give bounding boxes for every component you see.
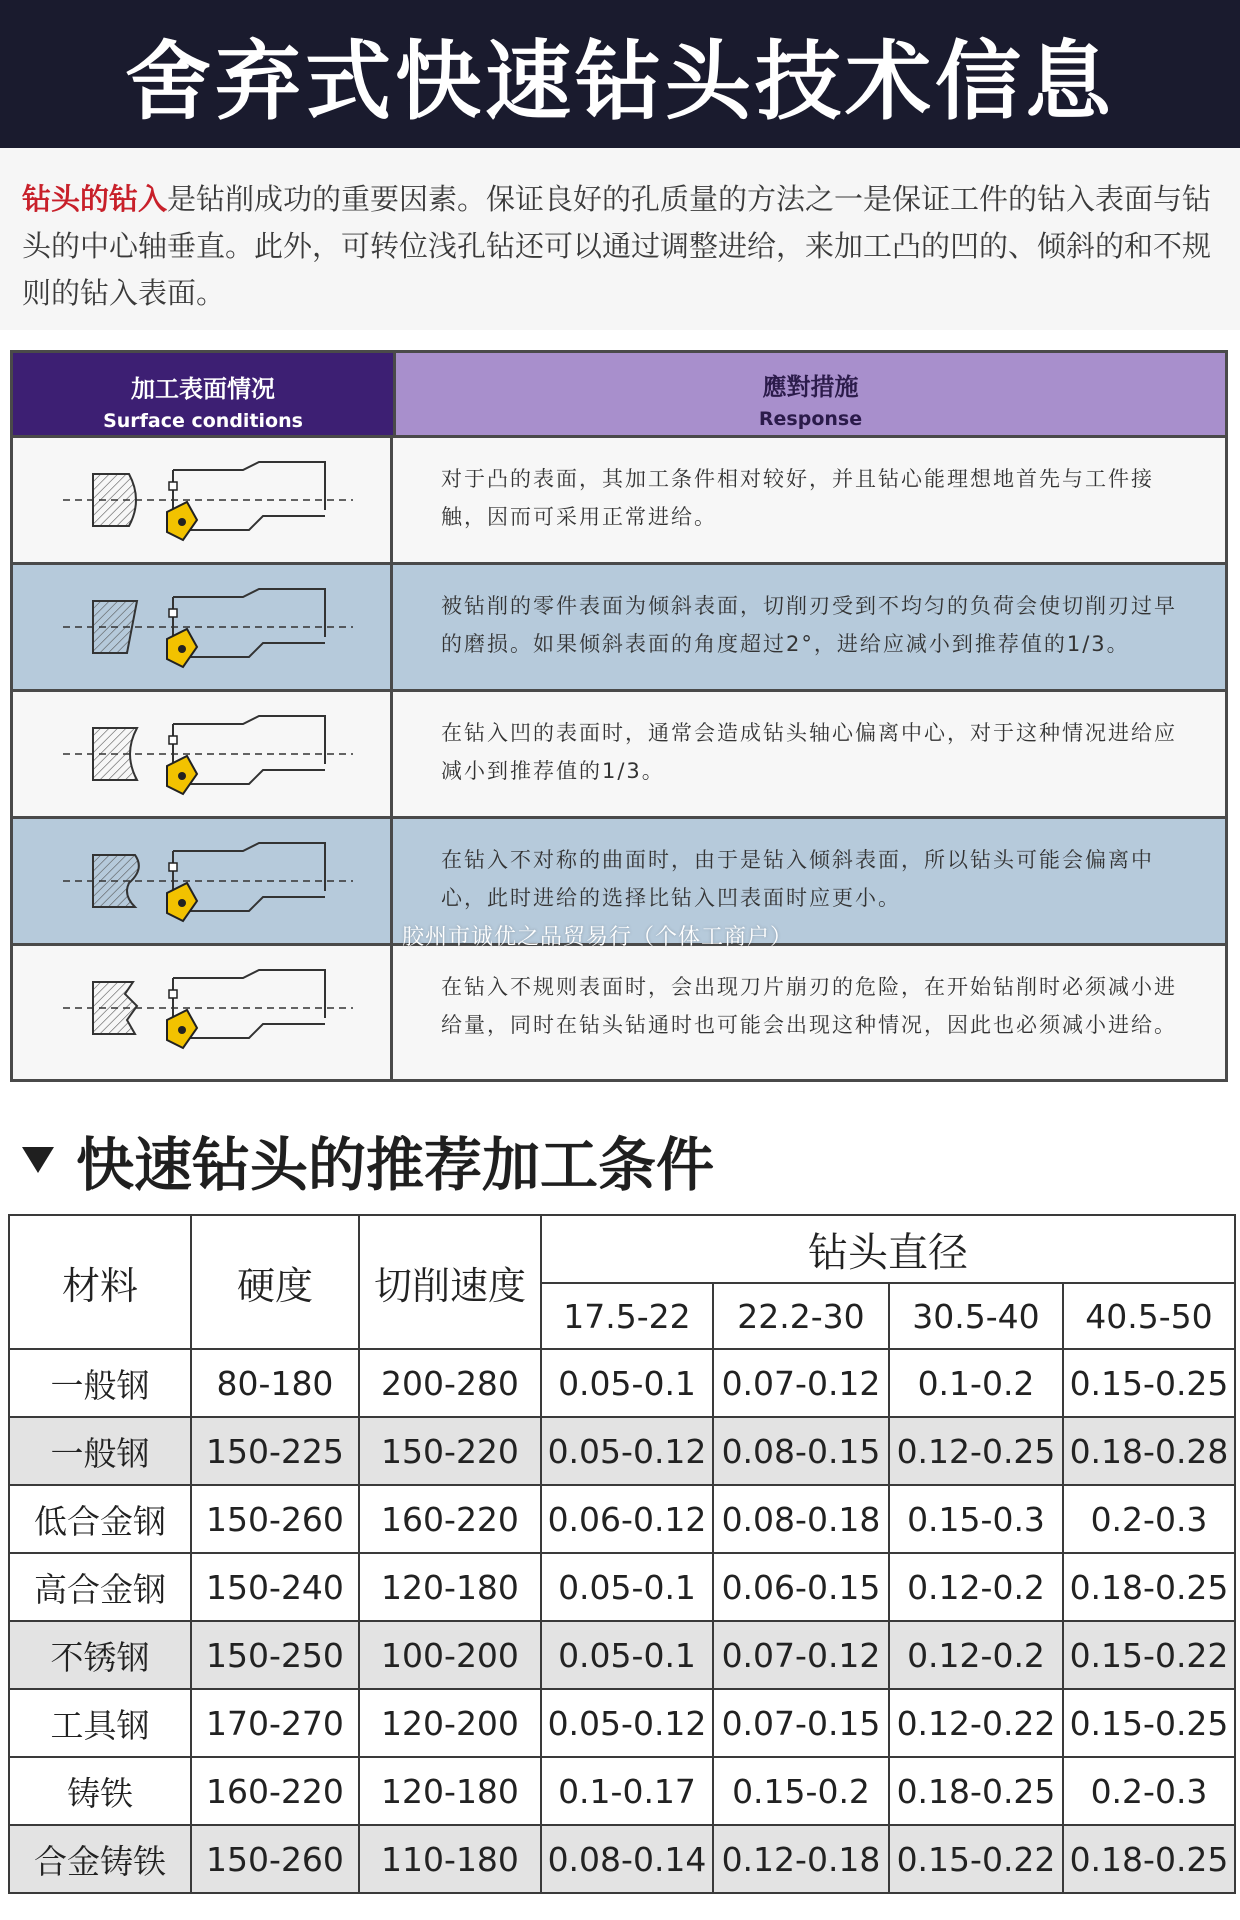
section-title-text: 快速钻头的推荐加工条件 [76,1131,715,1199]
hardness-cell: 80-180 [191,1349,359,1417]
center-insert [169,482,177,490]
condition-response-text: 对于凸的表面，其加工条件相对较好，并且钻心能理想地首先与工件接触，因而可采用正常进给。 [441,467,1154,529]
condition-row-convex [13,435,1225,562]
feed-cell: 0.15-0.22 [889,1825,1063,1893]
feed-cell: 0.05-0.12 [541,1417,713,1485]
feed-cell: 0.06-0.12 [541,1485,713,1553]
hardness-cell: 160-220 [191,1757,359,1825]
feed-cell: 0.2-0.3 [1063,1757,1235,1825]
table-row [9,1417,1235,1485]
surface-conditions-table [10,350,1228,1082]
condition-response-text: 在钻入凹的表面时，通常会造成钻头轴心偏离中心，对于这种情况进给应减小到推荐值的1/3。 [441,721,1177,783]
condition-row-inclined [13,562,1225,689]
center-insert [169,990,177,998]
header-left-zh: 加工表面情况 [131,375,275,403]
drill-diagram-icon [63,716,353,794]
feed-cell: 0.18-0.28 [1063,1417,1235,1485]
feed-cell: 0.18-0.25 [889,1757,1063,1825]
feed-cell: 0.12-0.22 [889,1689,1063,1757]
feed-cell: 0.15-0.22 [1063,1621,1235,1689]
center-insert [169,863,177,871]
center-insert [169,609,177,617]
page-title: 舍弃式快速钻头技术信息 [125,32,1115,132]
table-row [9,1689,1235,1757]
diameter-range: 30.5-40 [889,1283,1063,1349]
feed-cell: 0.05-0.12 [541,1689,713,1757]
diameter-range: 22.2-30 [713,1283,889,1349]
feed-cell: 0.15-0.25 [1063,1689,1235,1757]
insert-screw [178,899,186,907]
convex-surface-diagram [13,438,393,562]
hardness-cell: 150-250 [191,1621,359,1689]
col-drill-diameter: 钻头直径 [541,1215,1235,1283]
irregular-surface-diagram [13,946,393,1079]
material-cell: 不锈钢 [9,1621,191,1689]
insert-screw [178,518,186,526]
table-row [9,1621,1235,1689]
asymmetric-surface-diagram [13,819,393,943]
header-left-en: Surface conditions [103,410,303,432]
condition-response-text: 被钻削的零件表面为倾斜表面，切削刃受到不均匀的负荷会使切削刃过早的磨损。如果倾斜表面的角度超过2°，进给应减小到推荐值的1/3。 [441,594,1177,656]
speed-cell: 100-200 [359,1621,541,1689]
diameter-range: 17.5-22 [541,1283,713,1349]
drill-diagram-icon [63,589,353,667]
insert-screw [178,1026,186,1034]
speed-cell: 160-220 [359,1485,541,1553]
table-row [9,1485,1235,1553]
condition-row-irregular [13,943,1225,1079]
speed-cell: 150-220 [359,1417,541,1485]
speed-cell: 120-200 [359,1689,541,1757]
feed-cell: 0.15-0.2 [713,1757,889,1825]
material-cell: 一般钢 [9,1417,191,1485]
condition-response-text: 在钻入不规则表面时，会出现刀片崩刃的危险，在开始钻削时必须减小进给量，同时在钻头钻通时也可能会出现这种情况，因此也必须减小进给。 [441,975,1177,1037]
table-row [9,1757,1235,1825]
col-cutting-speed: 切削速度 [359,1215,541,1349]
insert-screw [178,645,186,653]
insert-screw [178,772,186,780]
feed-cell: 0.08-0.15 [713,1417,889,1485]
feed-cell: 0.12-0.2 [889,1621,1063,1689]
material-cell: 低合金钢 [9,1485,191,1553]
header-right-en: Response [758,408,863,430]
col-hardness: 硬度 [191,1215,359,1349]
material-cell: 铸铁 [9,1757,191,1825]
feed-cell: 0.2-0.3 [1063,1485,1235,1553]
feed-cell: 0.08-0.14 [541,1825,713,1893]
speed-cell: 120-180 [359,1757,541,1825]
speed-cell: 120-180 [359,1553,541,1621]
drill-diagram-icon [63,970,353,1048]
table-row [9,1553,1235,1621]
triangle-down-icon [22,1147,54,1173]
feed-cell: 0.15-0.25 [1063,1349,1235,1417]
feed-cell: 0.1-0.2 [889,1349,1063,1417]
table-row [9,1825,1235,1893]
recommended-conditions-table [8,1214,1236,1894]
material-cell: 一般钢 [9,1349,191,1417]
section-heading [22,1120,714,1200]
hardness-cell: 150-225 [191,1417,359,1485]
header-response [393,353,1225,435]
material-cell: 高合金钢 [9,1553,191,1621]
feed-cell: 0.1-0.17 [541,1757,713,1825]
material-cell: 工具钢 [9,1689,191,1757]
table-row [9,1349,1235,1417]
feed-cell: 0.05-0.1 [541,1349,713,1417]
condition-row-concave [13,689,1225,816]
diameter-range: 40.5-50 [1063,1283,1235,1349]
hardness-cell: 170-270 [191,1689,359,1757]
center-insert [169,736,177,744]
intro-paragraph [0,148,1240,330]
condition-response-text: 在钻入不对称的曲面时，由于是钻入倾斜表面，所以钻头可能会偏离中心，此时进给的选择比钻入凹表面时应更小。 [441,848,1154,910]
header-right-zh: 應對措施 [762,373,859,401]
feed-cell: 0.18-0.25 [1063,1825,1235,1893]
material-cell: 合金铸铁 [9,1825,191,1893]
feed-cell: 0.05-0.1 [541,1621,713,1689]
header-surface-conditions [13,353,393,435]
drill-diagram-icon [63,462,353,540]
feed-cell: 0.12-0.2 [889,1553,1063,1621]
shop-watermark: 胶州市诚优之品贸易行（个体工商户） [402,925,794,950]
col-material: 材料 [9,1215,191,1349]
conditions-header [13,353,1225,435]
feed-cell: 0.05-0.1 [541,1553,713,1621]
feed-cell: 0.08-0.18 [713,1485,889,1553]
hardness-cell: 150-240 [191,1553,359,1621]
feed-cell: 0.12-0.18 [713,1825,889,1893]
feed-cell: 0.07-0.12 [713,1349,889,1417]
intro-highlight: 钻头的钻入 [22,182,168,216]
feed-cell: 0.12-0.25 [889,1417,1063,1485]
intro-text: 是钻削成功的重要因素。保证良好的孔质量的方法之一是保证工件的钻入表面与钻头的中心轴垂直。此外，可转位浅孔钻还可以通过调整进给，来加工凸的凹的、倾斜的和不规则的钻入表面。 [22,182,1212,310]
speed-cell: 110-180 [359,1825,541,1893]
title-banner [0,0,1240,148]
feed-cell: 0.07-0.15 [713,1689,889,1757]
speed-cell: 200-280 [359,1349,541,1417]
concave-surface-diagram [13,692,393,816]
hardness-cell: 150-260 [191,1825,359,1893]
drill-diagram-icon [63,843,353,921]
feed-cell: 0.06-0.15 [713,1553,889,1621]
feed-cell: 0.07-0.12 [713,1621,889,1689]
feed-cell: 0.15-0.3 [889,1485,1063,1553]
feed-cell: 0.18-0.25 [1063,1553,1235,1621]
inclined-surface-diagram [13,565,393,689]
hardness-cell: 150-260 [191,1485,359,1553]
